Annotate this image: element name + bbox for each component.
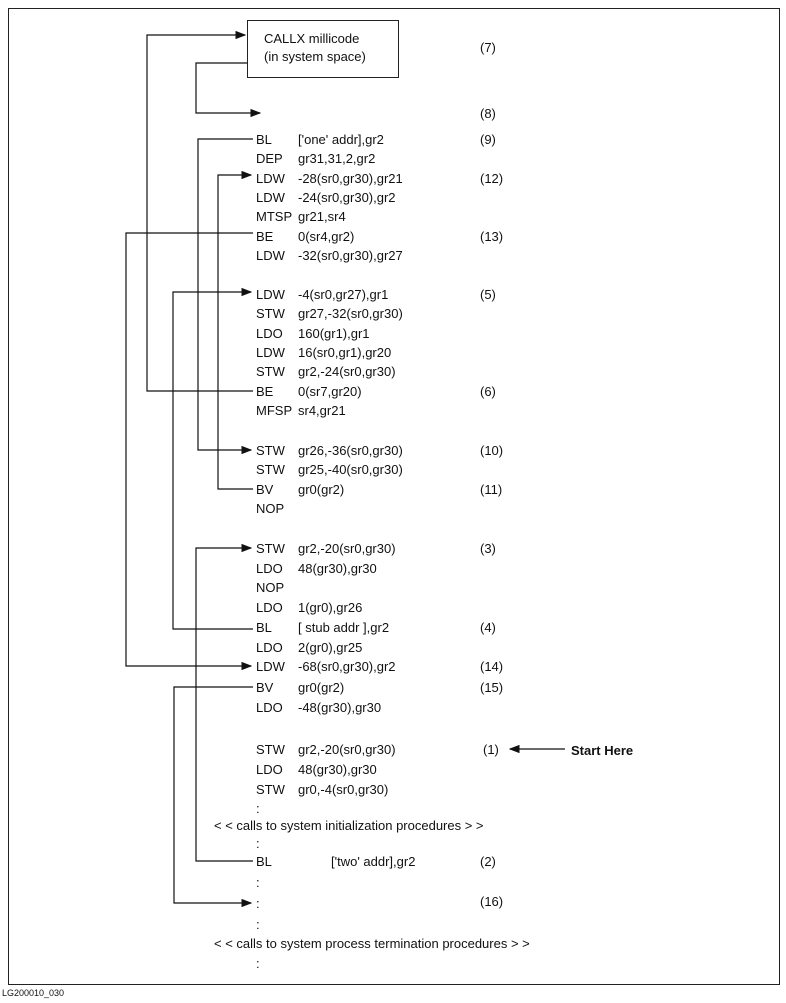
arrow-11-to-12 bbox=[218, 175, 253, 489]
instruction-num: (15) bbox=[480, 680, 504, 695]
instruction-arg: ['one' addr],gr2 bbox=[298, 132, 384, 147]
arrow-9-to-10 bbox=[198, 139, 253, 450]
instruction-arg: gr2,-24(sr0,gr30) bbox=[298, 364, 396, 379]
instruction-num: (6) bbox=[480, 384, 496, 399]
instruction-op: LDO bbox=[256, 326, 283, 341]
instruction-arg: 0(sr4,gr2) bbox=[298, 229, 355, 244]
instruction-op: BE bbox=[256, 384, 274, 399]
instruction-op: STW bbox=[256, 782, 285, 797]
instruction-arg: 16(sr0,gr1),gr20 bbox=[298, 345, 392, 360]
instruction-arg: gr25,-40(sr0,gr30) bbox=[298, 462, 403, 477]
instruction-arg: 1(gr0),gr26 bbox=[298, 600, 363, 615]
instruction-num: (10) bbox=[480, 443, 504, 458]
instruction-arg: gr0(gr2) bbox=[298, 680, 345, 695]
instruction-op: STW bbox=[256, 462, 285, 477]
ref-2: (2) bbox=[480, 854, 496, 869]
instruction-arg: 0(sr7,gr20) bbox=[298, 384, 362, 399]
arrow-2-to-3 bbox=[196, 548, 253, 861]
instruction-arg: gr0(gr2) bbox=[298, 482, 345, 497]
instruction-num: (4) bbox=[480, 620, 496, 635]
instruction-op: LDW bbox=[256, 248, 285, 263]
instruction-arg: gr21,sr4 bbox=[298, 209, 346, 224]
instruction-op: LDW bbox=[256, 287, 285, 302]
term-calls-text: < < calls to system process termination procedures > > bbox=[214, 936, 530, 951]
ellipsis-colon: : bbox=[256, 875, 260, 890]
instruction-arg: [ stub addr ],gr2 bbox=[298, 620, 390, 635]
ellipsis-colon: : bbox=[256, 801, 260, 816]
instruction-op: BL bbox=[256, 132, 272, 147]
init-calls-text: < < calls to system initialization procedures > > bbox=[214, 818, 484, 833]
instruction-arg: -24(sr0,gr30),gr2 bbox=[298, 190, 396, 205]
ellipsis-colon: : bbox=[256, 896, 260, 911]
figure-id: LG200010_030 bbox=[2, 988, 65, 998]
instruction-num: (11) bbox=[480, 482, 503, 497]
instruction-arg: gr26,-36(sr0,gr30) bbox=[298, 443, 403, 458]
instruction-op: LDO bbox=[256, 762, 283, 777]
instruction-arg: sr4,gr21 bbox=[298, 403, 346, 418]
instruction-arg: gr2,-20(sr0,gr30) bbox=[298, 541, 396, 556]
ref-7: (7) bbox=[480, 40, 496, 55]
instruction-num: (12) bbox=[480, 171, 504, 186]
ref-16: (16) bbox=[480, 894, 504, 909]
instruction-arg: gr2,-20(sr0,gr30) bbox=[298, 742, 396, 757]
instruction-arg: gr0,-4(sr0,gr30) bbox=[298, 782, 389, 797]
instruction-arg: -68(sr0,gr30),gr2 bbox=[298, 659, 396, 674]
arrow-15-to-16 bbox=[174, 687, 253, 903]
callx-millicode-box bbox=[247, 20, 399, 78]
instruction-op: LDW bbox=[256, 190, 285, 205]
instruction-arg: 2(gr0),gr25 bbox=[298, 640, 363, 655]
instruction-arg: -48(gr30),gr30 bbox=[298, 700, 382, 715]
instruction-op: LDW bbox=[256, 345, 285, 360]
instruction-op: LDO bbox=[256, 700, 283, 715]
instruction-num: (5) bbox=[480, 287, 496, 302]
instruction-op: STW bbox=[256, 742, 285, 757]
instruction-op: STW bbox=[256, 306, 285, 321]
box-line2: (in system space) bbox=[264, 49, 366, 64]
instruction-op: BL bbox=[256, 854, 272, 869]
instruction-num: (3) bbox=[480, 541, 496, 556]
instruction-arg: gr31,31,2,gr2 bbox=[298, 151, 376, 166]
instruction-op: DEP bbox=[256, 151, 283, 166]
box-line1: CALLX millicode bbox=[264, 31, 360, 46]
instruction-arg: 48(gr30),gr30 bbox=[298, 762, 377, 777]
ref-8: (8) bbox=[480, 106, 496, 121]
ellipsis-colon: : bbox=[256, 836, 260, 851]
instruction-arg: ['two' addr],gr2 bbox=[331, 854, 416, 869]
instruction-arg: -32(sr0,gr30),gr27 bbox=[298, 248, 403, 263]
instruction-op: BV bbox=[256, 680, 274, 695]
instruction-num: (13) bbox=[480, 229, 504, 244]
instruction-op: LDO bbox=[256, 600, 283, 615]
instruction-op: BV bbox=[256, 482, 274, 497]
instruction-op: LDW bbox=[256, 171, 285, 186]
instruction-op: MTSP bbox=[256, 209, 293, 224]
instruction-op: MFSP bbox=[256, 403, 293, 418]
instruction-arg: 160(gr1),gr1 bbox=[298, 326, 370, 341]
instruction-op: NOP bbox=[256, 501, 285, 516]
instruction-op: BE bbox=[256, 229, 274, 244]
ellipsis-colon: : bbox=[256, 917, 260, 932]
instruction-op: LDO bbox=[256, 561, 283, 576]
instruction-op: NOP bbox=[256, 580, 285, 595]
instruction-op: STW bbox=[256, 443, 285, 458]
instruction-op: STW bbox=[256, 541, 285, 556]
instruction-op: LDO bbox=[256, 640, 283, 655]
start-here-label: Start Here bbox=[571, 743, 634, 758]
instruction-arg: 48(gr30),gr30 bbox=[298, 561, 377, 576]
instruction-op: BL bbox=[256, 620, 272, 635]
instruction-op: LDW bbox=[256, 659, 285, 674]
arrow-4-to-5 bbox=[173, 292, 253, 629]
instruction-arg: gr27,-32(sr0,gr30) bbox=[298, 306, 403, 321]
instruction-arg: -28(sr0,gr30),gr21 bbox=[298, 171, 403, 186]
instruction-num: (14) bbox=[480, 659, 504, 674]
ellipsis-colon: : bbox=[256, 956, 260, 971]
instruction-arg: -4(sr0,gr27),gr1 bbox=[298, 287, 389, 302]
arrow-6-to-7 bbox=[147, 35, 253, 391]
instruction-num: (9) bbox=[480, 132, 496, 147]
instruction-op: STW bbox=[256, 364, 285, 379]
instruction-num: (1) bbox=[483, 742, 499, 757]
